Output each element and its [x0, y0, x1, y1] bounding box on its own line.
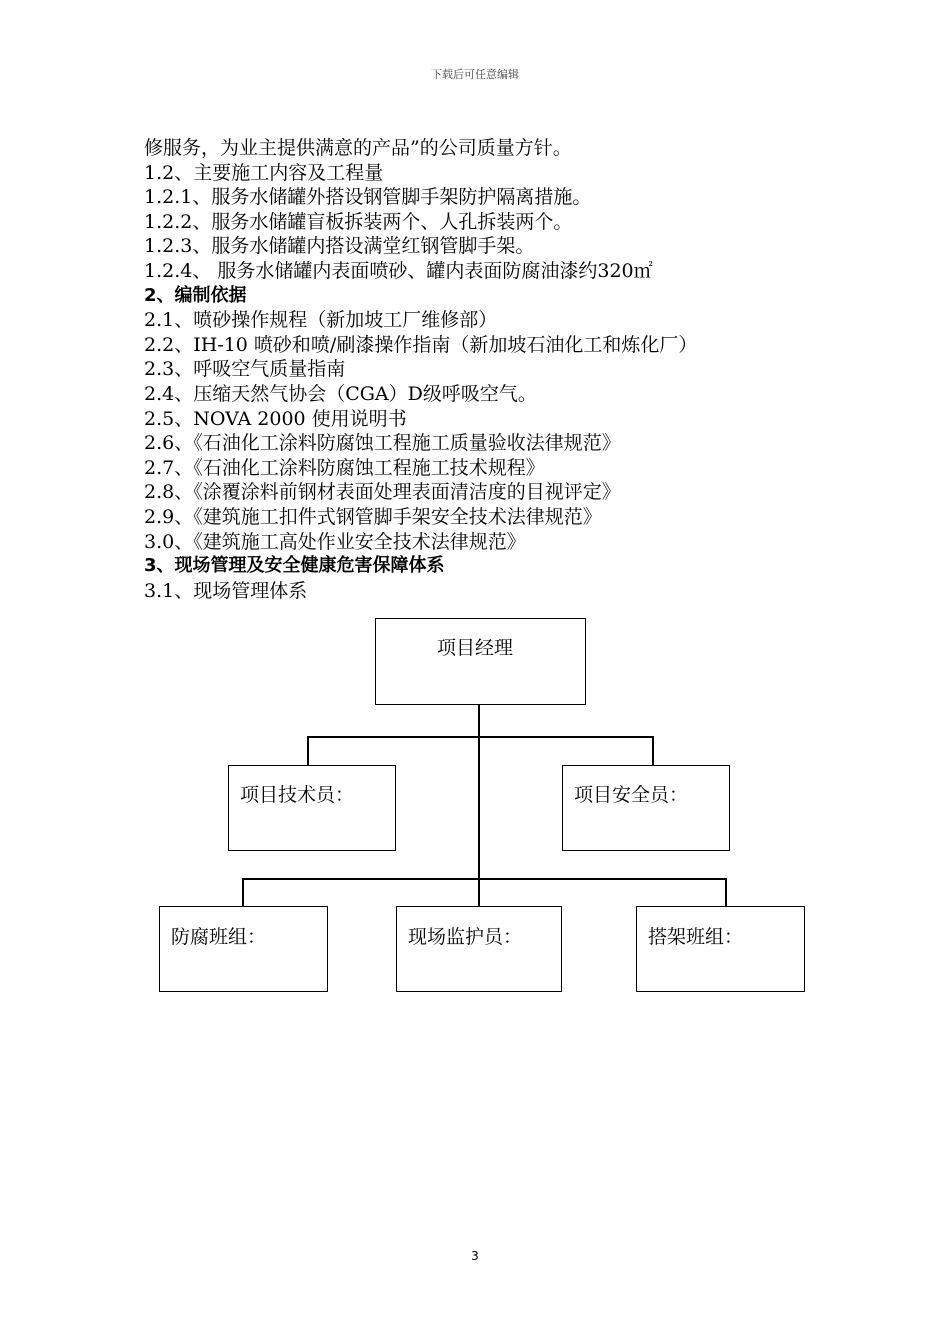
connector-level3-bar [242, 878, 726, 880]
org-node-label: 项目安全员： [574, 784, 689, 806]
text-line: 2.2、IH-10 喷砂和喷/刷漆操作指南（新加坡石油化工和炼化厂） [144, 333, 698, 356]
org-node-anticorrosion-team [159, 906, 328, 992]
text-line: 1.2.3、服务水储罐内搭设满堂红钢管脚手架。 [144, 235, 535, 258]
text-line: 2.4、压缩天然气协会（CGA）D级呼吸空气。 [144, 382, 537, 405]
org-node-label: 现场监护员： [408, 926, 523, 948]
org-node-label: 搭架班组： [648, 926, 744, 948]
text-line: 2.5、NOVA 2000 使用说明书 [144, 407, 407, 430]
text-line: 2.1、喷砂操作规程（新加坡工厂维修部） [144, 309, 498, 332]
org-node-technician [228, 765, 396, 851]
text-line: 1.2.2、服务水储罐盲板拆装两个、人孔拆装两个。 [144, 210, 573, 233]
section-heading: 3、现场管理及安全健康危害保障体系 [144, 555, 445, 577]
connector-level3-mid [478, 878, 480, 907]
section-heading: 2、编制依据 [144, 284, 247, 306]
org-node-project-manager [375, 618, 586, 705]
org-node-label: 防腐班组： [171, 926, 267, 948]
page-header: 下载后可任意编辑 [431, 68, 519, 81]
org-node-site-supervisor [396, 906, 562, 992]
text-line: 2.7、《石油化工涂料防腐蚀工程施工技术规程》 [144, 456, 545, 479]
org-node-scaffolding-team [636, 906, 805, 992]
page-number: 3 [471, 1249, 479, 1263]
org-node-safety-officer [562, 765, 730, 851]
text-line: 1.2、主要施工内容及工程量 [144, 161, 384, 184]
connector-level3-right [725, 878, 727, 907]
document-body [144, 136, 844, 603]
org-node-label: 项目技术员： [240, 784, 355, 806]
text-line: 2.9、《建筑施工扣件式钢管脚手架安全技术法律规范》 [144, 505, 602, 528]
org-node-label: 项目经理 [437, 637, 514, 659]
text-line: 1.2.4、 服务水储罐内表面喷砂、罐内表面防腐油漆约320㎡ [144, 259, 653, 282]
text-line: 2.8、《涂覆涂料前钢材表面处理表面清洁度的目视评定》 [144, 481, 621, 504]
connector-level3-left [242, 878, 244, 907]
text-line: 1.2.1、服务水储罐外搭设钢管脚手架防护隔离措施。 [144, 186, 592, 209]
connector-root-down [478, 704, 480, 887]
text-line: 2.6、《石油化工涂料防腐蚀工程施工质量验收法律规范》 [144, 432, 621, 455]
connector-level2-left [307, 736, 309, 766]
text-line: 修服务，为业主提供满意的产品”的公司质量方针。 [144, 137, 572, 159]
connector-level2-right [652, 736, 654, 766]
text-line: 2.3、呼吸空气质量指南 [144, 358, 346, 381]
text-line: 3.0、《建筑施工高处作业安全技术法律规范》 [144, 530, 526, 553]
text-line: 3.1、现场管理体系 [144, 579, 308, 602]
connector-level2-bar [307, 736, 653, 738]
